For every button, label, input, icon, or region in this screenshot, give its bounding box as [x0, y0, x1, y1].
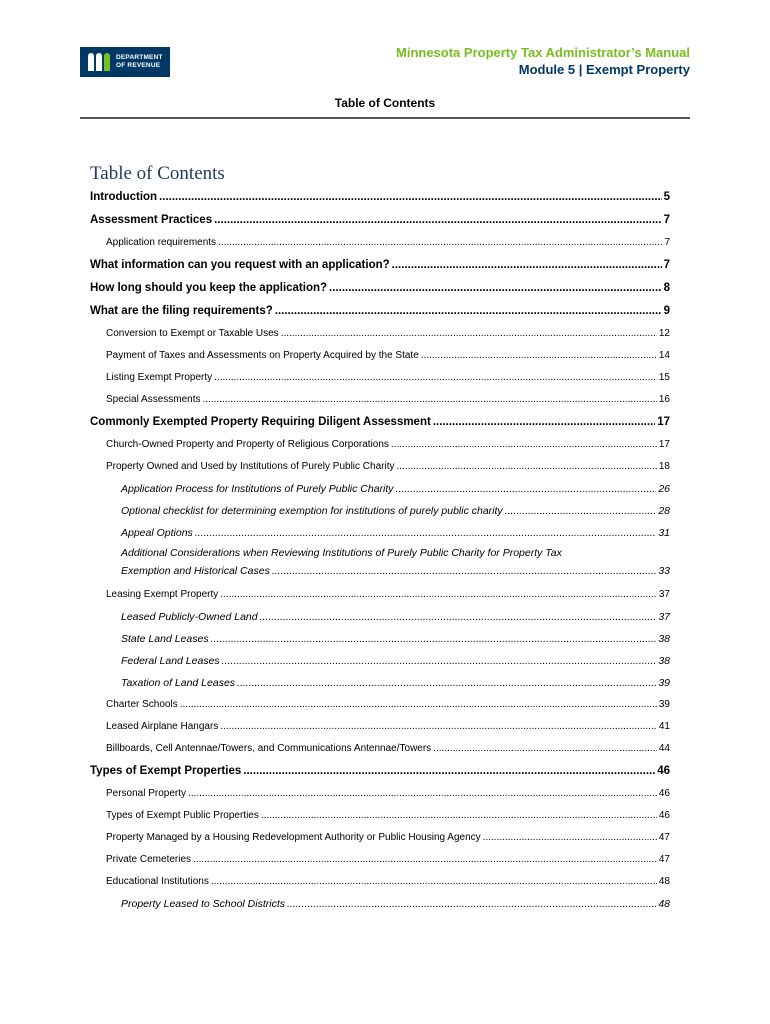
mn-logo-icon — [88, 53, 112, 71]
toc-entry-what-information[interactable]: What information can you request with an application? ..... 7 — [90, 254, 670, 277]
toc-entry-conversion[interactable]: Conversion to Exempt or Taxable Uses ..... 12 — [90, 323, 670, 345]
toc-entry-exempt-public-properties[interactable]: Types of Exempt Public Properties ..... 46 — [90, 805, 670, 827]
toc-entry-filing-requirements[interactable]: What are the filing requirements? ..... 9 — [90, 300, 670, 323]
department-of-revenue-logo — [80, 47, 170, 77]
toc-entry-state-land-leases[interactable]: State Land Leases ..... 38 — [90, 628, 670, 650]
toc-entry-public-charity[interactable]: Property Owned and Used by Institutions of Purely Public Charity ..... 18 — [90, 456, 670, 478]
toc-entry-optional-checklist[interactable]: Optional checklist for determining exemption for institutions of purely public charity ..... 28 — [90, 500, 670, 522]
toc-entry-how-long-keep[interactable]: How long should you keep the application? ..... 8 — [90, 277, 670, 300]
toc-entry-leased-publicly-owned[interactable]: Leased Publicly-Owned Land ..... 37 — [90, 606, 670, 628]
toc-entry-listing-exempt[interactable]: Listing Exempt Property ..... 15 — [90, 367, 670, 389]
manual-title: Minnesota Property Tax Administrator’s Manual — [396, 45, 690, 60]
toc-entry-leased-airplane-hangars[interactable]: Leased Airplane Hangars ..... 41 — [90, 716, 670, 738]
toc-entry-commonly-exempted[interactable]: Commonly Exempted Property Requiring Diligent Assessment ..... 17 — [90, 411, 670, 434]
toc-entry-application-requirements[interactable]: Application requirements ..... 7 — [90, 232, 670, 254]
toc-entry-federal-land-leases[interactable]: Federal Land Leases ..... 38 — [90, 650, 670, 672]
toc-entry-housing-redevelopment[interactable]: Property Managed by a Housing Redevelopment Authority or Public Housing Agency ..... 47 — [90, 827, 670, 849]
toc-entry-educational-institutions[interactable]: Educational Institutions ..... 48 — [90, 871, 670, 893]
toc-entry-leased-to-school-districts[interactable]: Property Leased to School Districts ..... 48 — [90, 893, 670, 915]
toc-entry-types-of-exempt-properties[interactable]: Types of Exempt Properties ..... 46 — [90, 760, 670, 783]
toc-entry-additional-considerations[interactable]: Additional Considerations when Reviewing Institutions of Purely Public Charity for Property Tax Exemption and Historical Cases ..... 33 — [90, 544, 670, 584]
toc-entry-private-cemeteries[interactable]: Private Cemeteries ..... 47 — [90, 849, 670, 871]
toc-entry-taxation-land-leases[interactable]: Taxation of Land Leases ..... 39 — [90, 672, 670, 694]
toc-entry-assessment-practices[interactable]: Assessment Practices ..... 7 — [90, 209, 670, 232]
toc-entry-appeal-options[interactable]: Appeal Options ..... 31 — [90, 522, 670, 544]
table-of-contents — [90, 186, 670, 915]
header-section-label: Table of Contents — [334, 96, 436, 110]
toc-heading: Table of Contents — [90, 163, 225, 184]
toc-entry-church-owned[interactable]: Church-Owned Property and Property of Religious Corporations ..... 17 — [90, 434, 670, 456]
toc-entry-charter-schools[interactable]: Charter Schools ..... 39 — [90, 694, 670, 716]
toc-entry-special-assessments[interactable]: Special Assessments ..... 16 — [90, 389, 670, 411]
toc-entry-billboards[interactable]: Billboards, Cell Antennae/Towers, and Communications Antennae/Towers ..... 44 — [90, 738, 670, 760]
logo-line1: DEPARTMENT — [116, 54, 163, 61]
toc-entry-application-process[interactable]: Application Process for Institutions of Purely Public Charity ..... 26 — [90, 478, 670, 500]
toc-entry-payment-of-taxes[interactable]: Payment of Taxes and Assessments on Property Acquired by the State ..... 14 — [90, 345, 670, 367]
toc-entry-leasing-exempt[interactable]: Leasing Exempt Property ..... 37 — [90, 584, 670, 606]
toc-entry-introduction[interactable]: Introduction ..... 5 — [90, 186, 670, 209]
header-divider — [80, 117, 690, 119]
module-title: Module 5 | Exempt Property — [518, 62, 690, 77]
toc-entry-personal-property[interactable]: Personal Property ..... 46 — [90, 783, 670, 805]
logo-line2: OF REVENUE — [116, 62, 161, 69]
page-header — [80, 44, 690, 120]
